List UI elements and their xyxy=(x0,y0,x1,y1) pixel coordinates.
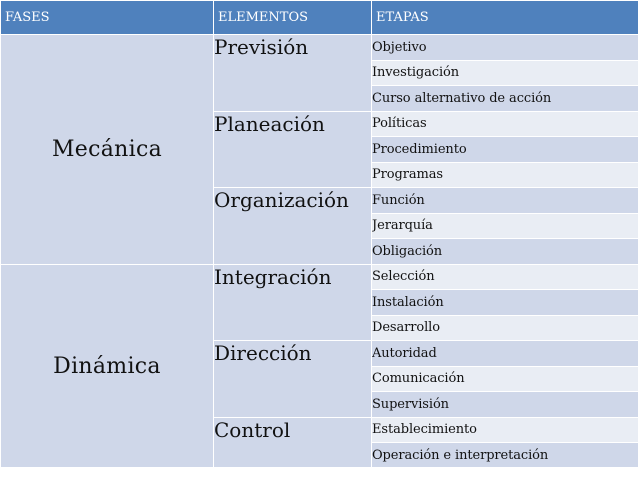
stage-cell: Políticas xyxy=(372,111,638,137)
header-fases: FASES xyxy=(1,1,214,35)
stage-cell: Operación e interpretación xyxy=(372,443,638,469)
stage-cell: Obligación xyxy=(372,239,638,265)
stage-cell: Programas xyxy=(372,162,638,188)
element-direccion: Dirección xyxy=(214,341,372,418)
stage-cell: Jerarquía xyxy=(372,213,638,239)
stage-cell: Autoridad xyxy=(372,341,638,367)
header-elementos: ELEMENTOS xyxy=(214,1,372,35)
stage-cell: Establecimiento xyxy=(372,417,638,443)
stage-cell: Curso alternativo de acción xyxy=(372,86,638,112)
table-row xyxy=(1,35,638,61)
stage-cell: Supervisión xyxy=(372,392,638,418)
stage-cell: Comunicación xyxy=(372,366,638,392)
phase-dinamica: Dinámica xyxy=(1,264,214,468)
stage-cell: Procedimiento xyxy=(372,137,638,163)
element-prevision: Previsión xyxy=(214,35,372,112)
stage-cell: Investigación xyxy=(372,60,638,86)
element-control: Control xyxy=(214,417,372,468)
element-integracion: Integración xyxy=(214,264,372,341)
stage-cell: Objetivo xyxy=(372,35,638,61)
stage-cell: Selección xyxy=(372,264,638,290)
stage-cell: Función xyxy=(372,188,638,214)
element-organizacion: Organización xyxy=(214,188,372,265)
table-row xyxy=(1,264,638,290)
header-etapas: ETAPAS xyxy=(372,1,638,35)
header-row xyxy=(1,1,638,35)
element-planeacion: Planeación xyxy=(214,111,372,188)
stage-cell: Instalación xyxy=(372,290,638,316)
bottom-margin xyxy=(0,467,638,479)
phase-mecanica: Mecánica xyxy=(1,35,214,265)
stage-cell: Desarrollo xyxy=(372,315,638,341)
